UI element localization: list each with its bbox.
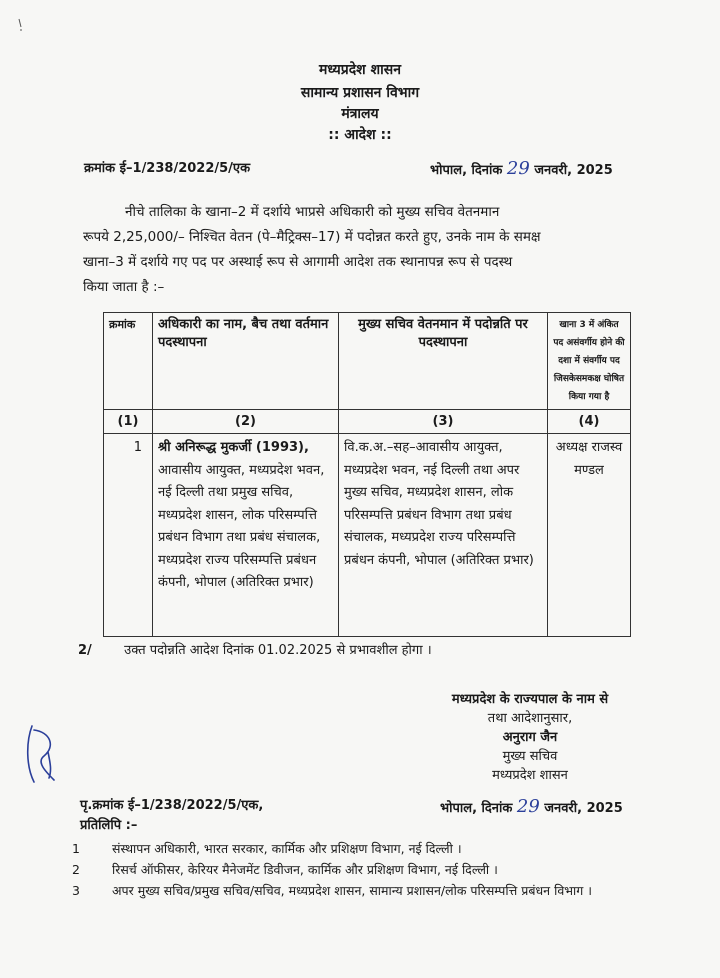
date-suffix: जनवरी, 2025: [544, 801, 623, 816]
officer-current-posting: आवासीय आयुक्त, मध्यप्रदेश भवन, नई दिल्ली तथा प्रमुख सचिव, मध्यप्रदेश शासन, लोक परिसम्पत्ति प्रबंधन विभाग तथा प्रबंध संचालक, मध्यप्रदेश राज्य परिसम्पत्ति प्रबंधन कंपनी, भोपाल (अतिरिक्त प्रभार): [158, 462, 325, 590]
column-number: (3): [339, 410, 548, 434]
date-prefix: भोपाल, दिनांक: [440, 801, 513, 816]
copy-label: प्रतिलिपि :–: [80, 818, 138, 833]
promotion-table: [103, 312, 631, 637]
col-header-serial: क्रमांक: [104, 313, 153, 410]
new-posting-cell: वि.क.अ.–सह–आवासीय आयुक्त, मध्यप्रदेश भवन, नई दिल्ली तथा अपर मुख्य सचिव, मध्यप्रदेश शासन, लोक परिसम्पत्ति प्रबंधन विभाग तथा प्रबंध संचालक, मध्यप्रदेश राज्य परिसम्पत्ति प्रबंधन कंपनी, भोपाल (अतिरिक्त प्रभार): [339, 434, 548, 637]
list-item-number: 3: [72, 883, 80, 898]
col-header-officer: अधिकारी का नाम, बैच तथा वर्तमान पदस्थापना: [153, 313, 339, 410]
order-number: क्रमांक ई–1/238/2022/5/एक: [84, 161, 251, 176]
header-line-state: मध्यप्रदेश शासन: [319, 62, 401, 78]
signature-line-order: तथा आदेशानुसार,: [487, 711, 573, 726]
list-item-text: रिसर्च ऑफीसर, केरियर मैनेजमेंट डिवीजन, कार्मिक और प्रशिक्षण विभाग, नई दिल्ली ।: [112, 862, 498, 877]
col-header-new-posting: मुख्य सचिव वेतनमान में पदोन्नति पर पदस्थापना: [339, 313, 548, 410]
header-line-order: :: आदेश ::: [328, 127, 392, 143]
endorsement-number: पृ.क्रमांक ई–1/238/2022/5/एक,: [80, 798, 264, 813]
column-number: (2): [153, 410, 339, 434]
intro-paragraph: [83, 200, 638, 300]
list-item-text: अपर मुख्य सचिव/प्रमुख सचिव/सचिव, मध्यप्रदेश शासन, सामान्य प्रशासन/लोक परिसम्पत्ति प्रबंधन विभाग ।: [112, 883, 593, 898]
pen-mark: [18, 18, 24, 32]
intro-line: नीचे तालिका के खाना–2 में दर्शाये भाप्रसे अधिकारी को मुख्य सचिव वेतनमान: [125, 204, 500, 220]
signatory-name: अनुराग जैन: [502, 730, 558, 745]
list-item-number: 2: [72, 862, 80, 877]
intro-line: किया जाता है :–: [83, 279, 165, 295]
signature-block: [410, 690, 650, 785]
intro-line: रूपये 2,25,000/– निश्चित वेतन (पे–मैट्रिक्स–17) में पदोन्नत करते हुए, उनके नाम के समक्ष: [83, 229, 541, 245]
col-header-cadre-post: खाना 3 में अंकित पद असंवर्गीय होने की दशा में संवर्गीय पद जिसकेसमकक्ष घोषित किया गया है: [548, 313, 631, 410]
intro-line: खाना–3 में दर्शाये गए पद पर अस्थाई रूप से आगामी आदेश तक स्थानापन्न रूप से पदस्थ: [83, 254, 513, 270]
list-item: [72, 840, 642, 858]
copy-list: [72, 840, 642, 900]
list-item: [72, 861, 642, 879]
column-number-row: [104, 410, 631, 434]
officer-cell: [153, 434, 339, 637]
header-line-department: सामान्य प्रशासन विभाग: [300, 85, 420, 101]
officer-name: श्री अनिरूद्ध मुकर्जी (1993),: [158, 440, 309, 455]
list-item-text: संस्थापन अधिकारी, भारत सरकार, कार्मिक और प्रशिक्षण विभाग, नई दिल्ली ।: [112, 841, 462, 856]
header-line-secretariat: मंत्रालय: [341, 106, 379, 122]
table-header-row: [104, 313, 631, 410]
signature-line-governor: मध्यप्रदेश के राज्यपाल के नाम से: [451, 692, 609, 707]
cadre-post-cell: अध्यक्ष राजस्व मण्डल: [548, 434, 631, 637]
para-2: [78, 640, 432, 658]
handwritten-date-day: 29: [506, 158, 530, 179]
column-number: (4): [548, 410, 631, 434]
para-2-text: उक्त पदोन्नति आदेश दिनांक 01.02.2025 से प्रभावशील होगा ।: [124, 643, 432, 658]
handwritten-initials: [22, 722, 62, 788]
handwritten-date-day: 29: [516, 796, 540, 817]
date-suffix: जनवरी, 2025: [534, 163, 613, 178]
column-number: (1): [104, 410, 153, 434]
endorsement-place-date: [440, 796, 623, 817]
signatory-office: मध्यप्रदेश शासन: [492, 768, 568, 783]
order-place-date: [430, 158, 613, 179]
list-item-number: 1: [72, 841, 80, 856]
list-item: [72, 882, 642, 900]
row-serial: 1: [104, 434, 153, 637]
para-2-number: 2/: [78, 643, 92, 658]
table-row: [104, 434, 631, 637]
signatory-designation: मुख्य सचिव: [502, 749, 558, 764]
date-prefix: भोपाल, दिनांक: [430, 163, 503, 178]
